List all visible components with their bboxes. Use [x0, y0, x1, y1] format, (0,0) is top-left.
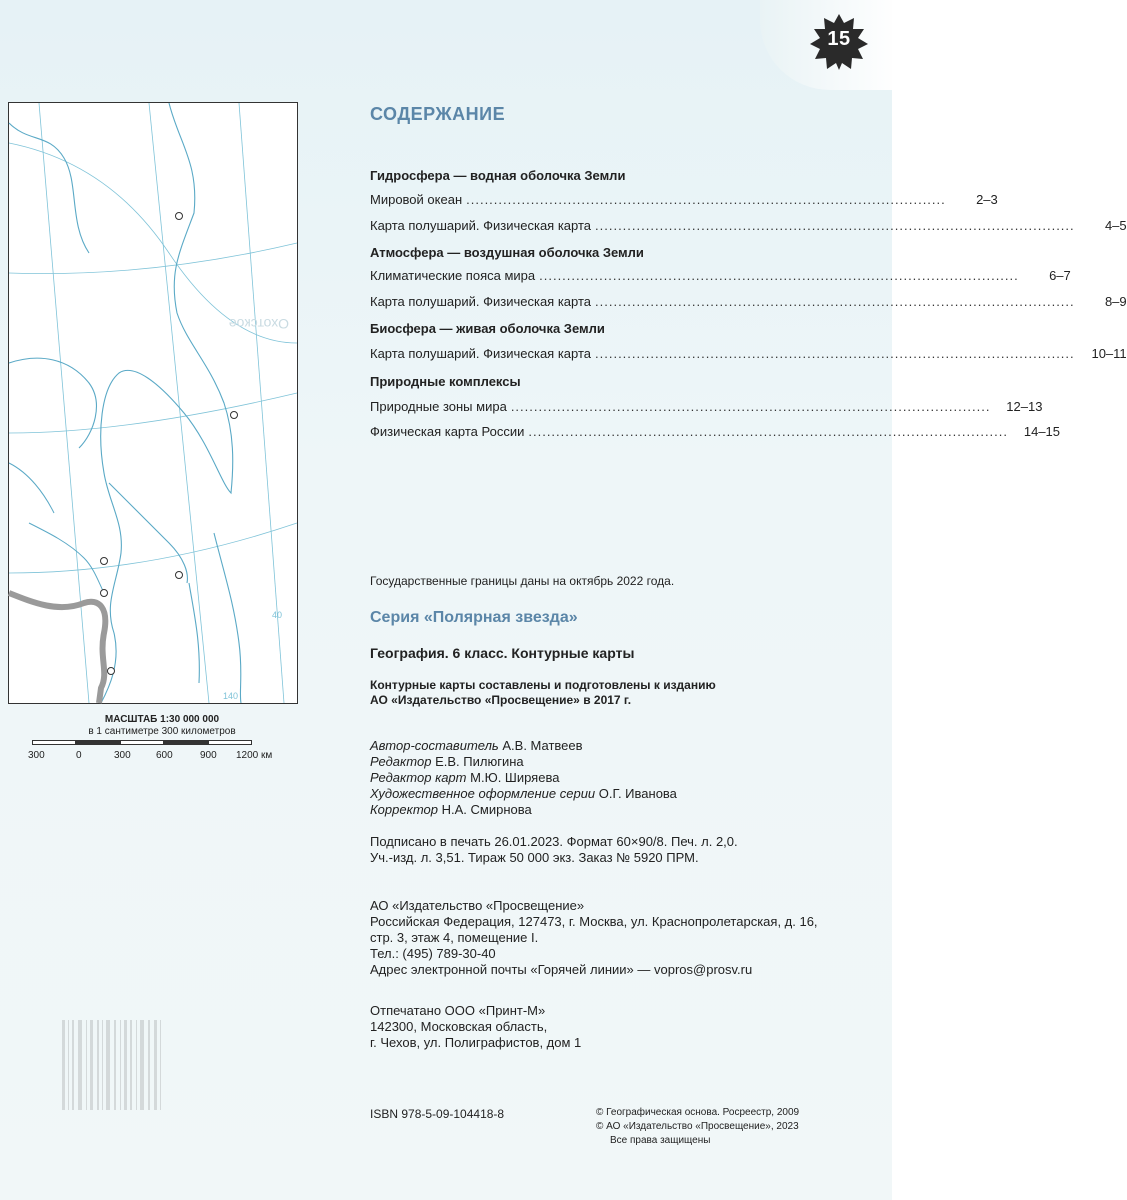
scale-tick: 0 [76, 750, 82, 761]
toc-entry[interactable] [370, 268, 1071, 283]
toc-entry-pages: 2–3 [976, 192, 998, 207]
toc-entry[interactable] [370, 424, 1061, 439]
copyright-line: © АО «Издательство «Просвещение», 2023 [596, 1121, 799, 1132]
state-border [9, 593, 105, 703]
toc-entry-label: Природные зоны мира [370, 399, 507, 414]
credit-name: О.Г. Иванова [598, 786, 677, 801]
toc-entry-pages: 10–11 [1091, 346, 1127, 361]
copyright-line: © Географическая основа. Росреестр, 2009 [596, 1107, 800, 1118]
river [9, 463, 104, 593]
page-number: 15 [827, 28, 851, 50]
printer-line: Отпечатано ООО «Принт-М» [370, 1003, 546, 1018]
credit-editor [370, 754, 524, 769]
page-edge [892, 0, 900, 1200]
toc-entry-pages: 14–15 [1023, 424, 1061, 439]
publisher-line: АО «Издательство «Просвещение» [370, 898, 585, 913]
faint-mirror-text: Охотское [228, 316, 289, 332]
isbn: ISBN 978-5-09-104418-8 [370, 1107, 505, 1121]
toc-entry-pages: 6–7 [1049, 268, 1071, 283]
credit-role: Автор-составитель [370, 738, 499, 753]
toc-section-title: Природные комплексы [370, 374, 521, 389]
credit-name: М.Ю. Ширяева [470, 770, 560, 785]
publisher-line: стр. 3, этаж 4, помещение I. [370, 930, 539, 945]
toc-leader-dots: ........................................................................................................ [510, 399, 991, 414]
credit-role: Редактор [370, 754, 432, 769]
toc-entry-label: Климатические пояса мира [370, 268, 536, 283]
credit-proofreader [370, 802, 532, 817]
scale-tick: 300 [114, 750, 131, 761]
scale-tick: 600 [156, 750, 173, 761]
toc-entry-pages: 8–9 [1104, 294, 1127, 309]
copyright-line: Все права защищены [610, 1135, 711, 1146]
toc-leader-dots: ........................................................................................................ [528, 424, 1009, 439]
toc-leader-dots: ........................................................................................................ [466, 192, 946, 207]
toc-entry-label: Физическая карта России [370, 424, 525, 439]
grid-label-side: 40 [272, 610, 283, 620]
toc-entry[interactable] [370, 294, 1127, 309]
scale-tick: 1200 км [236, 750, 273, 761]
toc-entry-label: Карта полушарий. Физическая карта [370, 346, 592, 361]
toc-section-title: Атмосфера — воздушная оболочка Земли [370, 245, 644, 260]
toc-entry-pages: 4–5 [1104, 218, 1127, 233]
prepared-line-1: Контурные карты составлены и подготовлены к изданию [370, 678, 716, 692]
map-grid [9, 103, 297, 703]
print-info-2: Уч.-изд. л. 3,51. Тираж 50 000 экз. Заказ № 5920 ПРМ. [370, 850, 699, 865]
toc-entry[interactable] [370, 399, 1043, 414]
contents-title: СОДЕРЖАНИЕ [370, 104, 506, 124]
toc-entry[interactable] [370, 218, 1127, 233]
credit-name: Н.А. Смирнова [441, 802, 532, 817]
grid-label-bottom: 140 [223, 691, 239, 701]
printer-line: 142300, Московская область, [370, 1019, 548, 1034]
map-drawing [9, 103, 297, 703]
borders-note: Государственные границы даны на октябрь 2022 года. [370, 574, 675, 588]
toc-entry-pages: 12–13 [1006, 399, 1043, 414]
publisher-phone: Тел.: (495) 789-30-40 [370, 946, 496, 961]
toc-section-title: Гидросфера — водная оболочка Земли [370, 168, 626, 183]
toc-leader-dots: ........................................................................................................ [595, 294, 1075, 309]
series-title: Серия «Полярная звезда» [370, 609, 578, 626]
credit-role: Редактор карт [370, 770, 467, 785]
toc-entry[interactable] [370, 346, 1127, 361]
toc-leader-dots: ........................................................................................................ [539, 268, 1019, 283]
contour-map [8, 102, 298, 704]
book-title: География. 6 класс. Контурные карты [370, 645, 635, 661]
credit-map-editor [370, 770, 559, 785]
toc-entry-label: Карта полушарий. Физическая карта [370, 294, 592, 309]
publisher-email: Адрес электронной почты «Горячей линии» — vopros@prosv.ru [370, 962, 753, 977]
publisher-line: Российская Федерация, 127473, г. Москва, ул. Краснопролетарская, д. 16, [370, 914, 818, 929]
toc-entry-label: Карта полушарий. Физическая карта [370, 218, 592, 233]
credit-name: А.В. Матвеев [502, 738, 583, 753]
city-markers [101, 213, 238, 675]
barcode-ghost-image [62, 1020, 282, 1110]
scale-subtitle: в 1 сантиметре 300 километров [88, 726, 236, 737]
scale-title: МАСШТАБ 1:30 000 000 [104, 714, 220, 725]
credit-name: Е.В. Пилюгина [435, 754, 524, 769]
toc-leader-dots: ........................................................................................................ [595, 218, 1075, 233]
toc-section-title: Биосфера — живая оболочка Земли [370, 321, 605, 336]
toc-entry[interactable] [370, 192, 998, 207]
scale-bar [32, 740, 252, 749]
toc-entry-label: Мировой океан [370, 192, 463, 207]
credit-author [370, 738, 583, 753]
scale-ticks [28, 750, 296, 764]
toc-leader-dots: ........................................................................................................ [595, 346, 1075, 361]
prepared-line-2: АО «Издательство «Просвещение» в 2017 г. [370, 693, 632, 707]
printer-line: г. Чехов, ул. Полиграфистов, дом 1 [370, 1035, 582, 1050]
coastline [9, 103, 241, 703]
credit-art [370, 786, 677, 801]
credit-role: Корректор [370, 802, 439, 817]
print-info-1: Подписано в печать 26.01.2023. Формат 60×90/8. Печ. л. 2,0. [370, 834, 738, 849]
map-scale [28, 714, 296, 764]
scale-tick: 900 [200, 750, 217, 761]
scale-tick: 300 [28, 750, 45, 761]
page-number-badge [808, 14, 870, 70]
credit-role: Художественное оформление серии [370, 786, 596, 801]
